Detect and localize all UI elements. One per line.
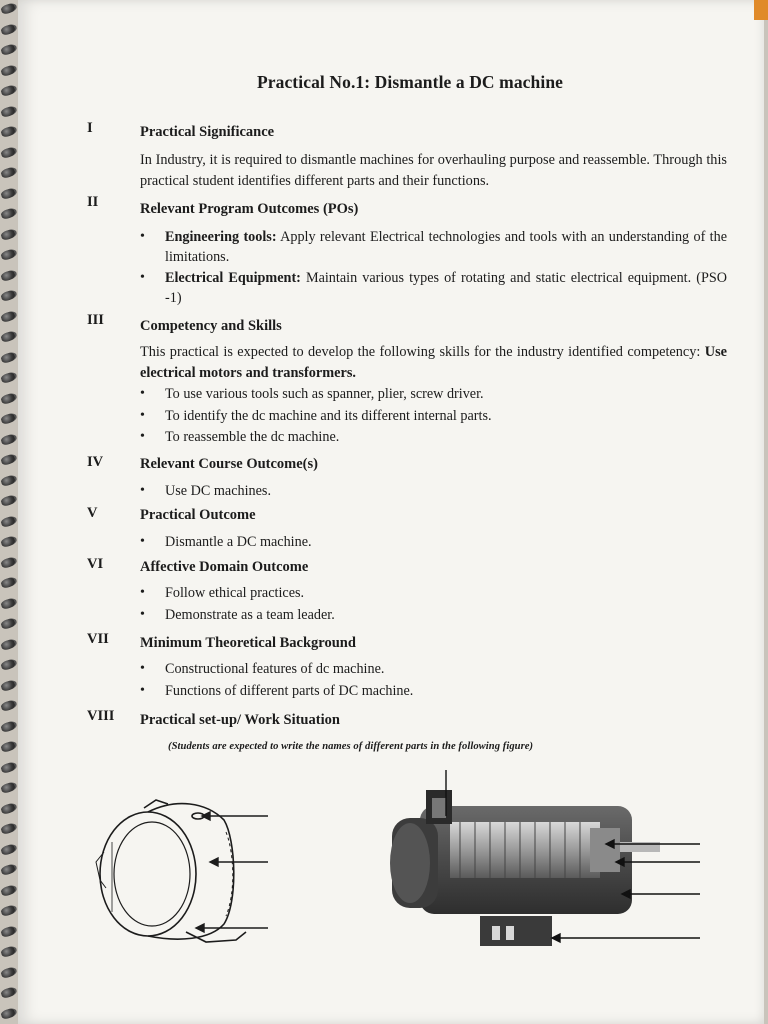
spiral-ring — [0, 432, 18, 446]
spiral-ring — [0, 863, 18, 877]
spiral-ring — [0, 125, 18, 139]
bullet-icon: • — [140, 607, 145, 622]
section-heading: Relevant Course Outcome(s) — [140, 456, 318, 472]
spiral-ring — [0, 658, 18, 672]
spiral-ring — [0, 145, 18, 159]
spiral-ring — [0, 2, 18, 16]
dc-motor-cutaway-photo-icon — [380, 768, 705, 954]
list-item-text: To use various tools such as spanner, plier, screw driver. — [165, 386, 484, 402]
bullet-icon: • — [140, 585, 145, 600]
section-heading: Practical set-up/ Work Situation — [140, 712, 340, 728]
bullet-icon: • — [140, 534, 145, 549]
spiral-ring — [0, 473, 18, 487]
section-heading: Minimum Theoretical Background — [140, 635, 356, 651]
spiral-ring — [0, 186, 18, 200]
bullet-icon: • — [140, 270, 145, 285]
bullet-icon: • — [140, 661, 145, 676]
figure-instruction: (Students are expected to write the names of different parts in the following figure) — [168, 741, 534, 752]
bullet-icon: • — [140, 483, 145, 498]
spiral-ring — [0, 268, 18, 282]
spiral-ring — [0, 822, 18, 836]
spiral-ring — [0, 596, 18, 610]
spiral-ring — [0, 43, 18, 57]
spiral-ring — [0, 760, 18, 774]
list-item — [140, 268, 727, 308]
spiral-ring — [0, 965, 18, 979]
spiral-ring — [0, 740, 18, 754]
list-item-text: Constructional features of dc machine. — [165, 661, 385, 677]
spiral-ring — [0, 924, 18, 938]
list-item — [140, 532, 727, 552]
spiral-ring — [0, 309, 18, 323]
spiral-ring — [0, 883, 18, 897]
spiral-ring — [0, 555, 18, 569]
spiral-ring — [0, 904, 18, 918]
list-item — [140, 406, 727, 426]
paragraph-text: This practical is expected to develop the following skills for the industry identified competency: — [140, 344, 705, 360]
section-paragraph — [140, 342, 727, 384]
list-item — [140, 659, 727, 679]
list-item-bold: Electrical Equipment: — [165, 270, 301, 286]
background-corner — [754, 0, 768, 20]
spiral-ring — [0, 781, 18, 795]
spiral-ring — [0, 391, 18, 405]
bullet-icon: • — [140, 229, 145, 244]
spiral-ring — [0, 986, 18, 1000]
spiral-ring — [0, 104, 18, 118]
spiral-ring — [0, 84, 18, 98]
section-heading: Practical Outcome — [140, 507, 256, 523]
spiral-binding — [0, 0, 22, 1024]
section-paragraph: In Industry, it is required to dismantle machines for overhauling purpose and reassemble. Through this practical student identifies different parts and their functions. — [140, 152, 727, 189]
list-item-text: To identify the dc machine and its different internal parts. — [165, 408, 492, 424]
list-item — [140, 605, 727, 625]
page-title: Practical No.1: Dismantle a DC machine — [256, 72, 564, 92]
list-item — [140, 481, 727, 501]
spiral-ring — [0, 678, 18, 692]
list-item-text: Follow ethical practices. — [165, 585, 305, 601]
spiral-ring — [0, 350, 18, 364]
list-item-text: Dismantle a DC machine. — [165, 534, 312, 550]
section-number: I — [87, 120, 93, 136]
section-number: IV — [87, 454, 104, 470]
spiral-ring — [0, 1006, 18, 1020]
spiral-ring — [0, 207, 18, 221]
spiral-ring — [0, 945, 18, 959]
list-item-bold: Engineering tools: — [165, 229, 277, 245]
list-item-text: Maintain various types of rotating and static electrical equipment. (PSO -1) — [165, 270, 727, 306]
bullet-icon: • — [140, 683, 145, 698]
spiral-ring — [0, 63, 18, 77]
dc-machine-yoke-sketch-icon — [86, 792, 276, 948]
spiral-ring — [0, 330, 18, 344]
section-number: II — [87, 194, 99, 210]
bullet-icon: • — [140, 429, 145, 444]
spiral-ring — [0, 801, 18, 815]
spiral-ring — [0, 248, 18, 262]
bullet-icon: • — [140, 386, 145, 401]
spiral-ring — [0, 22, 18, 36]
list-item — [140, 384, 727, 404]
list-item-text: Use DC machines. — [165, 483, 271, 499]
section-number: VIII — [87, 708, 115, 724]
section-heading: Relevant Program Outcomes (POs) — [140, 201, 359, 217]
section-number: VII — [87, 631, 109, 647]
spiral-ring — [0, 535, 18, 549]
list-item — [140, 681, 727, 701]
section-heading: Practical Significance — [140, 124, 275, 140]
list-item — [140, 227, 727, 267]
spiral-ring — [0, 637, 18, 651]
spiral-ring — [0, 412, 18, 426]
spiral-ring — [0, 699, 18, 713]
list-item — [140, 427, 727, 447]
spiral-ring — [0, 842, 18, 856]
paragraph-bold: Use electrical motors and transformers. — [140, 344, 727, 381]
list-item-text: Demonstrate as a team leader. — [165, 607, 335, 623]
spiral-ring — [0, 166, 18, 180]
spiral-ring — [0, 453, 18, 467]
spiral-ring — [0, 617, 18, 631]
section-number: III — [87, 312, 104, 328]
spiral-ring — [0, 289, 18, 303]
spiral-ring — [0, 576, 18, 590]
bullet-icon: • — [140, 408, 145, 423]
section-heading: Competency and Skills — [140, 318, 282, 334]
section-heading: Affective Domain Outcome — [140, 559, 309, 575]
section-number: VI — [87, 556, 104, 572]
spiral-ring — [0, 371, 18, 385]
list-item-text: Functions of different parts of DC machine. — [165, 683, 414, 699]
spiral-ring — [0, 514, 18, 528]
list-item-text: Apply relevant Electrical technologies and tools with an understanding of the limitations. — [165, 229, 727, 265]
spiral-ring — [0, 494, 18, 508]
list-item-text: To reassemble the dc machine. — [165, 429, 340, 445]
spiral-ring — [0, 719, 18, 733]
spiral-ring — [0, 227, 18, 241]
list-item — [140, 583, 727, 603]
section-number: V — [87, 505, 98, 521]
